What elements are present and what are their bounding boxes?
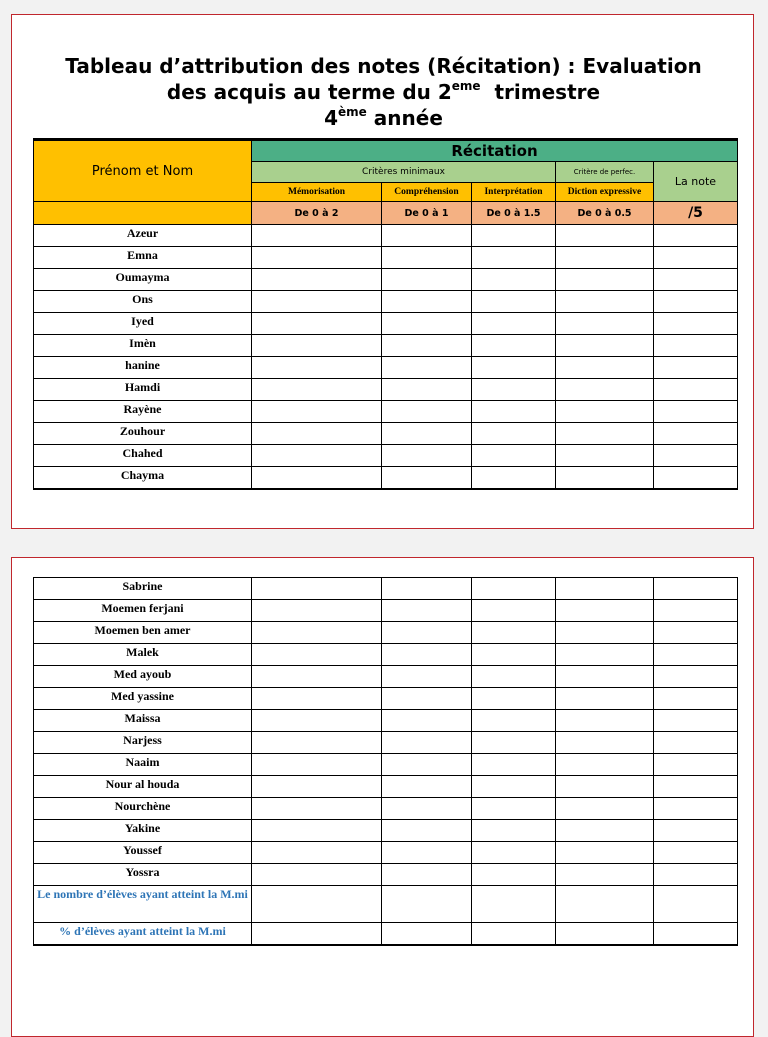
table-row — [34, 732, 738, 754]
title-line-3-annee: année — [366, 106, 443, 130]
student-name: Yossra — [34, 864, 252, 886]
title-line-2 — [12, 79, 755, 105]
interpretation-score-cell[interactable] — [472, 335, 556, 357]
diction-score-cell[interactable] — [556, 445, 654, 467]
table-row — [34, 467, 738, 489]
diction-score-cell[interactable] — [556, 622, 654, 644]
note-cell[interactable] — [654, 247, 738, 269]
note-cell[interactable] — [654, 335, 738, 357]
comprehension-score-cell[interactable] — [382, 291, 472, 313]
table-row — [34, 842, 738, 864]
page-1 — [11, 14, 754, 529]
table-row — [34, 710, 738, 732]
comprehension-score-cell[interactable] — [382, 666, 472, 688]
memorisation-score-cell[interactable] — [252, 379, 382, 401]
student-name: Zouhour — [34, 423, 252, 445]
title-line-3-sup: ème — [338, 105, 367, 119]
stat-label: % d’élèves ayant atteint la M.mi — [34, 923, 252, 945]
note-cell[interactable] — [654, 467, 738, 489]
comprehension-score-cell[interactable] — [382, 923, 472, 945]
memorisation-score-cell[interactable] — [252, 842, 382, 864]
interpretation-score-cell[interactable] — [472, 776, 556, 798]
note-cell[interactable] — [654, 445, 738, 467]
student-name: Hamdi — [34, 379, 252, 401]
student-name: Oumayma — [34, 269, 252, 291]
range-comprehension: De 0 à 1 — [382, 202, 472, 225]
diction-score-cell[interactable] — [556, 644, 654, 666]
memorisation-score-cell[interactable] — [252, 644, 382, 666]
student-name: Moemen ferjani — [34, 600, 252, 622]
table-row — [34, 578, 738, 600]
comprehension-score-cell[interactable] — [382, 688, 472, 710]
comprehension-score-cell[interactable] — [382, 313, 472, 335]
note-cell[interactable] — [654, 357, 738, 379]
note-cell[interactable] — [654, 732, 738, 754]
diction-score-cell[interactable] — [556, 886, 654, 923]
student-name: Malek — [34, 644, 252, 666]
diction-score-cell[interactable] — [556, 247, 654, 269]
interpretation-score-cell[interactable] — [472, 622, 556, 644]
diction-score-cell[interactable] — [556, 798, 654, 820]
note-cell[interactable] — [654, 710, 738, 732]
interpretation-score-cell[interactable] — [472, 666, 556, 688]
note-cell[interactable] — [654, 269, 738, 291]
interpretation-score-cell[interactable] — [472, 379, 556, 401]
title-line-2-text: des acquis au terme du 2 — [166, 80, 452, 104]
comprehension-score-cell[interactable] — [382, 247, 472, 269]
table-row — [34, 864, 738, 886]
note-cell[interactable] — [654, 842, 738, 864]
student-name: Yakine — [34, 820, 252, 842]
diction-score-cell[interactable] — [556, 688, 654, 710]
memorisation-score-cell[interactable] — [252, 732, 382, 754]
note-cell[interactable] — [654, 622, 738, 644]
interpretation-score-cell[interactable] — [472, 864, 556, 886]
student-name: Sabrine — [34, 578, 252, 600]
note-cell[interactable] — [654, 423, 738, 445]
comprehension-score-cell[interactable] — [382, 225, 472, 247]
memorisation-score-cell[interactable] — [252, 401, 382, 423]
comprehension-score-cell[interactable] — [382, 357, 472, 379]
memorisation-score-cell[interactable] — [252, 445, 382, 467]
title-line-2-trimestre: trimestre — [480, 80, 601, 104]
memorisation-score-cell[interactable] — [252, 622, 382, 644]
diction-score-cell[interactable] — [556, 291, 654, 313]
interpretation-score-cell[interactable] — [472, 923, 556, 945]
comprehension-score-cell[interactable] — [382, 776, 472, 798]
memorisation-score-cell[interactable] — [252, 225, 382, 247]
memorisation-score-cell[interactable] — [252, 776, 382, 798]
student-name: Naaim — [34, 754, 252, 776]
memorisation-score-cell[interactable] — [252, 864, 382, 886]
comprehension-score-cell[interactable] — [382, 423, 472, 445]
document-title — [12, 53, 755, 131]
comprehension-score-cell[interactable] — [382, 600, 472, 622]
memorisation-score-cell[interactable] — [252, 357, 382, 379]
criterion-memorisation: Mémorisation — [252, 183, 382, 202]
diction-score-cell[interactable] — [556, 842, 654, 864]
title-line-3-text: 4 — [324, 106, 339, 130]
student-name: Youssef — [34, 842, 252, 864]
student-name: Maissa — [34, 710, 252, 732]
comprehension-score-cell[interactable] — [382, 445, 472, 467]
criterion-interpretation: Interprétation — [472, 183, 556, 202]
student-name: Chahed — [34, 445, 252, 467]
comprehension-score-cell[interactable] — [382, 335, 472, 357]
student-name: Narjess — [34, 732, 252, 754]
note-cell[interactable] — [654, 225, 738, 247]
interpretation-score-cell[interactable] — [472, 688, 556, 710]
student-name: Med yassine — [34, 688, 252, 710]
student-name: Rayène — [34, 401, 252, 423]
memorisation-score-cell[interactable] — [252, 710, 382, 732]
diction-score-cell[interactable] — [556, 600, 654, 622]
memorisation-score-cell[interactable] — [252, 923, 382, 945]
interpretation-score-cell[interactable] — [472, 269, 556, 291]
table-row — [34, 666, 738, 688]
table-row — [34, 247, 738, 269]
diction-score-cell[interactable] — [556, 357, 654, 379]
comprehension-score-cell[interactable] — [382, 864, 472, 886]
interpretation-score-cell[interactable] — [472, 247, 556, 269]
diction-score-cell[interactable] — [556, 467, 654, 489]
title-line-3 — [12, 105, 755, 131]
student-name: Med ayoub — [34, 666, 252, 688]
note-cell[interactable] — [654, 754, 738, 776]
interpretation-score-cell[interactable] — [472, 600, 556, 622]
name-column-header: Prénom et Nom — [34, 140, 252, 202]
diction-score-cell[interactable] — [556, 732, 654, 754]
diction-score-cell[interactable] — [556, 820, 654, 842]
diction-score-cell[interactable] — [556, 578, 654, 600]
student-name: Emna — [34, 247, 252, 269]
diction-score-cell[interactable] — [556, 423, 654, 445]
student-name: Chayma — [34, 467, 252, 489]
title-line-2-sup: eme — [451, 79, 481, 93]
comprehension-score-cell[interactable] — [382, 732, 472, 754]
diction-score-cell[interactable] — [556, 269, 654, 291]
grading-table-page-2 — [33, 577, 738, 946]
interpretation-score-cell[interactable] — [472, 423, 556, 445]
table-row — [34, 445, 738, 467]
table-row — [34, 423, 738, 445]
memorisation-score-cell[interactable] — [252, 688, 382, 710]
interpretation-score-cell[interactable] — [472, 754, 556, 776]
memorisation-score-cell[interactable] — [252, 247, 382, 269]
memorisation-score-cell[interactable] — [252, 820, 382, 842]
criterion-comprehension: Compréhension — [382, 183, 472, 202]
title-line-1: Tableau d’attribution des notes (Récitation) : Evaluation — [65, 54, 702, 78]
diction-score-cell[interactable] — [556, 225, 654, 247]
range-diction: De 0 à 0.5 — [556, 202, 654, 225]
diction-score-cell[interactable] — [556, 401, 654, 423]
memorisation-score-cell[interactable] — [252, 423, 382, 445]
student-name: Iyed — [34, 313, 252, 335]
table-row — [34, 688, 738, 710]
criterion-diction: Diction expressive — [556, 183, 654, 202]
comprehension-score-cell[interactable] — [382, 710, 472, 732]
comprehension-score-cell[interactable] — [382, 842, 472, 864]
comprehension-score-cell[interactable] — [382, 379, 472, 401]
interpretation-score-cell[interactable] — [472, 445, 556, 467]
student-name: Ons — [34, 291, 252, 313]
note-cell[interactable] — [654, 401, 738, 423]
comprehension-score-cell[interactable] — [382, 622, 472, 644]
critere-perfec-header: Critère de perfec. — [556, 162, 654, 183]
memorisation-score-cell[interactable] — [252, 578, 382, 600]
range-memorisation: De 0 à 2 — [252, 202, 382, 225]
table-row — [34, 776, 738, 798]
note-cell[interactable] — [654, 644, 738, 666]
note-cell[interactable] — [654, 666, 738, 688]
interpretation-score-cell[interactable] — [472, 357, 556, 379]
memorisation-score-cell[interactable] — [252, 467, 382, 489]
student-name: Imèn — [34, 335, 252, 357]
interpretation-score-cell[interactable] — [472, 644, 556, 666]
table-row — [34, 754, 738, 776]
student-name: Moemen ben amer — [34, 622, 252, 644]
student-name: Azeur — [34, 225, 252, 247]
memorisation-score-cell[interactable] — [252, 313, 382, 335]
note-cell[interactable] — [654, 864, 738, 886]
table-row — [34, 622, 738, 644]
table-row — [34, 600, 738, 622]
note-cell[interactable] — [654, 600, 738, 622]
diction-score-cell[interactable] — [556, 379, 654, 401]
interpretation-score-cell[interactable] — [472, 578, 556, 600]
interpretation-score-cell[interactable] — [472, 820, 556, 842]
interpretation-score-cell[interactable] — [472, 886, 556, 923]
interpretation-score-cell[interactable] — [472, 798, 556, 820]
diction-score-cell[interactable] — [556, 666, 654, 688]
interpretation-score-cell[interactable] — [472, 732, 556, 754]
diction-score-cell[interactable] — [556, 923, 654, 945]
memorisation-score-cell[interactable] — [252, 335, 382, 357]
interpretation-score-cell[interactable] — [472, 710, 556, 732]
table-row — [34, 886, 738, 923]
criteres-minimaux-header: Critères minimaux — [252, 162, 556, 183]
stat-label: Le nombre d’élèves ayant atteint la M.mi — [34, 886, 252, 923]
note-cell[interactable] — [654, 313, 738, 335]
interpretation-score-cell[interactable] — [472, 467, 556, 489]
diction-score-cell[interactable] — [556, 776, 654, 798]
range-note: /5 — [654, 202, 738, 225]
comprehension-score-cell[interactable] — [382, 269, 472, 291]
note-cell[interactable] — [654, 820, 738, 842]
table-row — [34, 798, 738, 820]
memorisation-score-cell[interactable] — [252, 798, 382, 820]
note-cell[interactable] — [654, 886, 738, 923]
note-cell[interactable] — [654, 798, 738, 820]
grading-table-page-1 — [33, 138, 738, 490]
memorisation-score-cell[interactable] — [252, 269, 382, 291]
diction-score-cell[interactable] — [556, 313, 654, 335]
note-cell[interactable] — [654, 923, 738, 945]
comprehension-score-cell[interactable] — [382, 820, 472, 842]
comprehension-score-cell[interactable] — [382, 754, 472, 776]
range-interpretation: De 0 à 1.5 — [472, 202, 556, 225]
comprehension-score-cell[interactable] — [382, 798, 472, 820]
memorisation-score-cell[interactable] — [252, 600, 382, 622]
table-row — [34, 820, 738, 842]
interpretation-score-cell[interactable] — [472, 842, 556, 864]
table-row — [34, 291, 738, 313]
diction-score-cell[interactable] — [556, 335, 654, 357]
table-row — [34, 313, 738, 335]
interpretation-score-cell[interactable] — [472, 313, 556, 335]
recitation-header: Récitation — [252, 140, 738, 162]
table-row — [34, 923, 738, 945]
note-cell[interactable] — [654, 776, 738, 798]
table-row — [34, 225, 738, 247]
diction-score-cell[interactable] — [556, 864, 654, 886]
memorisation-score-cell[interactable] — [252, 754, 382, 776]
note-cell[interactable] — [654, 688, 738, 710]
table-row — [34, 644, 738, 666]
memorisation-score-cell[interactable] — [252, 886, 382, 923]
comprehension-score-cell[interactable] — [382, 578, 472, 600]
note-cell[interactable] — [654, 578, 738, 600]
table-row — [34, 379, 738, 401]
table-row — [34, 401, 738, 423]
interpretation-score-cell[interactable] — [472, 225, 556, 247]
page-2 — [11, 557, 754, 1037]
memorisation-score-cell[interactable] — [252, 291, 382, 313]
student-name: Nour al houda — [34, 776, 252, 798]
table-row — [34, 335, 738, 357]
note-cell[interactable] — [654, 379, 738, 401]
comprehension-score-cell[interactable] — [382, 644, 472, 666]
interpretation-score-cell[interactable] — [472, 401, 556, 423]
note-cell[interactable] — [654, 291, 738, 313]
table-row — [34, 269, 738, 291]
comprehension-score-cell[interactable] — [382, 401, 472, 423]
interpretation-score-cell[interactable] — [472, 291, 556, 313]
table-row — [34, 357, 738, 379]
name-header-spacer — [34, 202, 252, 225]
diction-score-cell[interactable] — [556, 754, 654, 776]
student-name: hanine — [34, 357, 252, 379]
memorisation-score-cell[interactable] — [252, 666, 382, 688]
diction-score-cell[interactable] — [556, 710, 654, 732]
student-name: Nourchène — [34, 798, 252, 820]
comprehension-score-cell[interactable] — [382, 886, 472, 923]
la-note-header: La note — [654, 162, 738, 202]
comprehension-score-cell[interactable] — [382, 467, 472, 489]
